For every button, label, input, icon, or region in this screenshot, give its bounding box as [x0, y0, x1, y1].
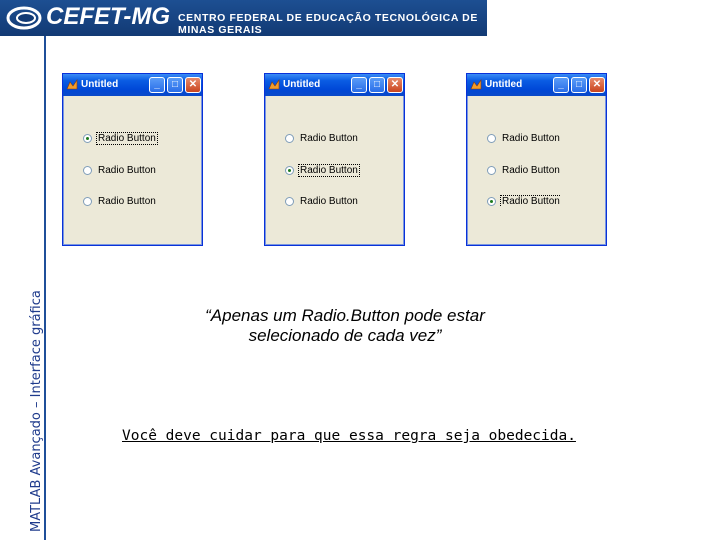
minimize-button[interactable]: _ [351, 77, 367, 93]
window-title: Untitled [485, 79, 523, 90]
radio-button-3[interactable] [83, 195, 157, 207]
radio-button-3[interactable] [487, 195, 561, 207]
close-button[interactable]: ✕ [589, 77, 605, 93]
radio-label: Radio Button [300, 164, 358, 176]
institution-name: CENTRO FEDERAL DE EDUCAÇÃO TECNOLÓGICA DE MINAS GERAIS [178, 12, 478, 36]
rule-note: Você deve cuidar para que essa regra seja obedecida. [122, 428, 576, 444]
quote-line-2: selecionado de cada vez” [248, 326, 442, 345]
figure-window-3[interactable] [466, 73, 607, 246]
radio-label: Radio Button [98, 164, 156, 176]
quote-line-1: “Apenas um Radio.Button pode estar [205, 306, 485, 325]
brand-name: CEFET-MG [46, 3, 170, 30]
close-button[interactable]: ✕ [387, 77, 403, 93]
maximize-button[interactable]: □ [571, 77, 587, 93]
radio-label: Radio Button [300, 195, 358, 207]
radio-button-1[interactable] [83, 131, 157, 145]
radio-label: Radio Button [300, 132, 358, 144]
radio-button-1[interactable] [285, 131, 359, 145]
window-title: Untitled [81, 79, 119, 90]
radio-button-2[interactable] [83, 163, 157, 177]
radio-indicator[interactable] [83, 197, 92, 206]
radio-indicator[interactable] [487, 197, 496, 206]
radio-indicator[interactable] [285, 197, 294, 206]
matlab-figure-icon [470, 79, 482, 91]
matlab-figure-icon [66, 79, 78, 91]
radio-label: Radio Button [98, 195, 156, 207]
radio-indicator[interactable] [285, 134, 294, 143]
radio-label: Radio Button [502, 195, 560, 207]
radio-label: Radio Button [98, 132, 156, 144]
radio-indicator[interactable] [487, 166, 496, 175]
minimize-button[interactable]: _ [553, 77, 569, 93]
radio-label: Radio Button [502, 164, 560, 176]
window-title: Untitled [283, 79, 321, 90]
minimize-button[interactable]: _ [149, 77, 165, 93]
window-titlebar[interactable] [467, 74, 606, 96]
window-titlebar[interactable] [63, 74, 202, 96]
figure-window-1[interactable] [62, 73, 203, 246]
cefet-swoosh-icon [6, 5, 42, 31]
maximize-button[interactable]: □ [369, 77, 385, 93]
radio-button-2[interactable] [487, 163, 561, 177]
radio-indicator[interactable] [83, 166, 92, 175]
radio-indicator[interactable] [487, 134, 496, 143]
header-banner [0, 0, 487, 36]
figure-window-2[interactable] [264, 73, 405, 246]
window-titlebar[interactable] [265, 74, 404, 96]
radio-button-2[interactable] [285, 163, 359, 177]
side-course-label: MATLAB Avançado – Interface gráfica [29, 290, 44, 532]
close-button[interactable]: ✕ [185, 77, 201, 93]
matlab-figure-icon [268, 79, 280, 91]
radio-indicator[interactable] [285, 166, 294, 175]
radio-label: Radio Button [502, 132, 560, 144]
radio-button-1[interactable] [487, 131, 561, 145]
radio-button-3[interactable] [285, 195, 359, 207]
quote-text [150, 306, 540, 346]
side-divider [44, 36, 46, 540]
radio-indicator[interactable] [83, 134, 92, 143]
maximize-button[interactable]: □ [167, 77, 183, 93]
